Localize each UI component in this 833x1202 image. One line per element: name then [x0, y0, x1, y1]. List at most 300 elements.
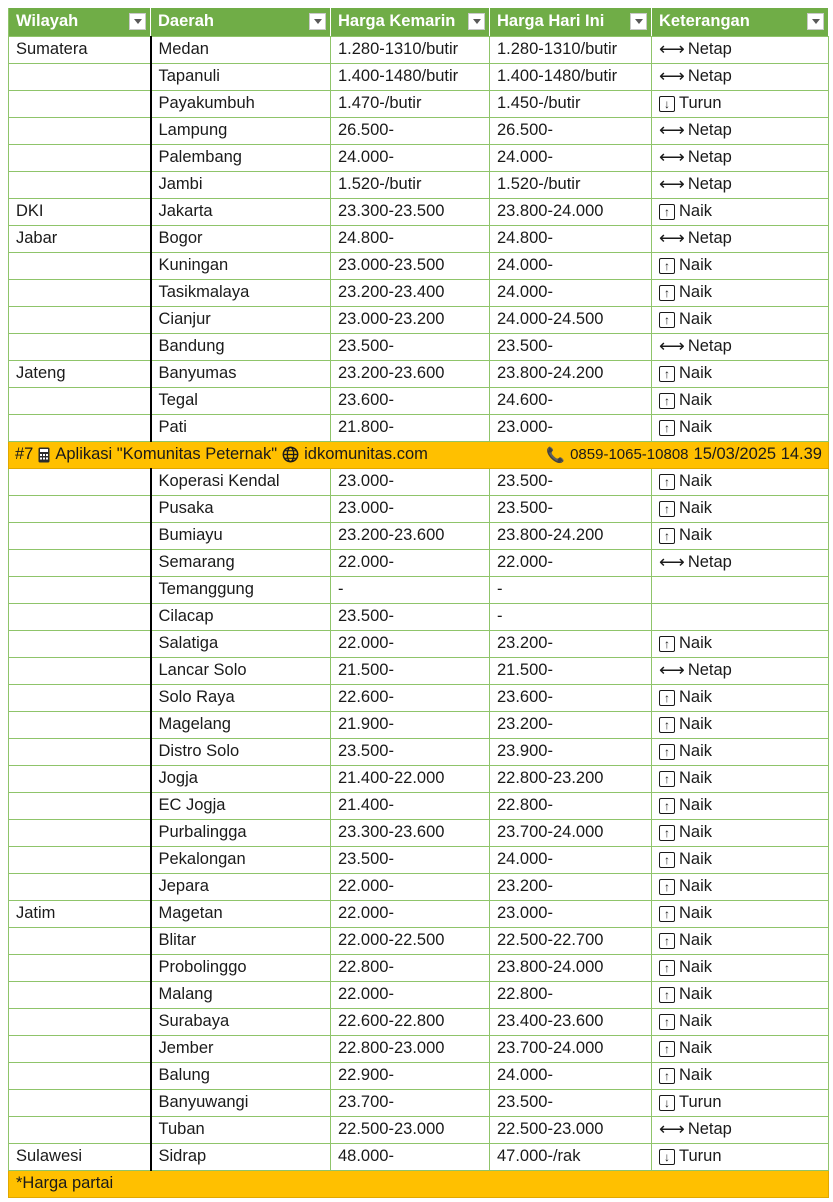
status-label: Naik — [679, 634, 713, 653]
daerah-cell[interactable]: Bumiayu — [151, 522, 331, 549]
harga-hari-ini-cell[interactable]: 22.800-23.200 — [490, 765, 652, 792]
status-label: Naik — [679, 796, 713, 815]
wilayah-cell[interactable] — [9, 144, 151, 171]
up-arrow-box-icon: ↑ — [659, 312, 675, 328]
up-arrow-box-icon: ↑ — [659, 771, 675, 787]
keterangan-cell[interactable] — [652, 1035, 829, 1062]
status-indicator — [659, 1119, 732, 1140]
keterangan-cell[interactable] — [652, 846, 829, 873]
up-arrow-box-icon: ↑ — [659, 879, 675, 895]
keterangan-cell[interactable] — [652, 387, 829, 414]
harga-kemarin-cell[interactable]: 23.500- — [331, 333, 490, 360]
harga-hari-ini-cell[interactable]: 23.800-24.200 — [490, 522, 652, 549]
status-indicator — [659, 1012, 712, 1031]
filter-dropdown-icon[interactable] — [630, 13, 647, 30]
header-label: Daerah — [158, 12, 214, 31]
keterangan-cell[interactable] — [652, 765, 829, 792]
up-arrow-box-icon: ↑ — [659, 420, 675, 436]
harga-kemarin-cell[interactable]: 22.600- — [331, 684, 490, 711]
daerah-cell[interactable]: Salatiga — [151, 630, 331, 657]
harga-kemarin-cell[interactable]: 23.500- — [331, 603, 490, 630]
daerah-cell[interactable]: Probolinggo — [151, 954, 331, 981]
table-row — [9, 981, 829, 1008]
status-label: Naik — [679, 742, 713, 761]
harga-kemarin-cell[interactable]: 23.000- — [331, 468, 490, 495]
status-label: Naik — [679, 931, 713, 950]
keterangan-cell[interactable] — [652, 1116, 829, 1143]
harga-kemarin-cell[interactable]: 26.500- — [331, 117, 490, 144]
harga-kemarin-cell[interactable]: 22.000- — [331, 981, 490, 1008]
wilayah-cell[interactable] — [9, 117, 151, 144]
keterangan-cell[interactable] — [652, 63, 829, 90]
filter-dropdown-icon[interactable] — [309, 13, 326, 30]
wilayah-cell[interactable] — [9, 90, 151, 117]
harga-kemarin-cell[interactable]: 23.000- — [331, 495, 490, 522]
wilayah-cell[interactable] — [9, 333, 151, 360]
keterangan-cell[interactable] — [652, 360, 829, 387]
wilayah-cell[interactable]: Sumatera — [9, 36, 151, 63]
wilayah-cell[interactable] — [9, 468, 151, 495]
wilayah-cell[interactable] — [9, 819, 151, 846]
left-right-arrow-icon: ⟷ — [659, 39, 684, 59]
status-indicator — [659, 904, 712, 923]
keterangan-cell[interactable] — [652, 144, 829, 171]
daerah-cell[interactable]: Malang — [151, 981, 331, 1008]
harga-hari-ini-cell[interactable]: 24.000- — [490, 846, 652, 873]
status-label: Naik — [679, 364, 713, 383]
harga-kemarin-cell[interactable]: 23.000-23.200 — [331, 306, 490, 333]
harga-kemarin-cell[interactable]: 23.600- — [331, 387, 490, 414]
harga-kemarin-cell[interactable]: 23.200-23.600 — [331, 360, 490, 387]
promo-phone[interactable]: 0859-1065-10808 — [570, 446, 689, 463]
harga-kemarin-cell[interactable]: 21.900- — [331, 711, 490, 738]
daerah-cell[interactable]: Pati — [151, 414, 331, 441]
table-body-bottom — [9, 468, 829, 1170]
status-indicator — [659, 526, 712, 545]
up-arrow-box-icon: ↑ — [659, 798, 675, 814]
harga-kemarin-cell[interactable]: 1.400-1480/butir — [331, 63, 490, 90]
filter-dropdown-icon[interactable] — [129, 13, 146, 30]
keterangan-cell[interactable] — [652, 198, 829, 225]
wilayah-cell[interactable] — [9, 873, 151, 900]
keterangan-cell[interactable] — [652, 117, 829, 144]
status-indicator — [659, 931, 712, 950]
phone-icon: 📞 — [546, 446, 566, 464]
harga-hari-ini-cell[interactable]: 23.500- — [490, 468, 652, 495]
table-row — [9, 144, 829, 171]
harga-hari-ini-cell[interactable]: 23.800-24.000 — [490, 954, 652, 981]
daerah-cell[interactable]: Palembang — [151, 144, 331, 171]
harga-kemarin-cell[interactable]: 23.500- — [331, 738, 490, 765]
keterangan-cell[interactable] — [652, 954, 829, 981]
harga-kemarin-cell[interactable]: 23.300-23.500 — [331, 198, 490, 225]
daerah-cell[interactable]: Tuban — [151, 1116, 331, 1143]
daerah-cell[interactable]: Jambi — [151, 171, 331, 198]
keterangan-cell[interactable] — [652, 711, 829, 738]
status-label: Naik — [679, 1039, 713, 1058]
wilayah-cell[interactable] — [9, 981, 151, 1008]
harga-hari-ini-cell[interactable]: 23.500- — [490, 495, 652, 522]
harga-hari-ini-cell[interactable]: 24.000- — [490, 279, 652, 306]
wilayah-cell[interactable] — [9, 792, 151, 819]
up-arrow-box-icon: ↑ — [659, 744, 675, 760]
status-label: Naik — [679, 823, 713, 842]
keterangan-cell[interactable] — [652, 819, 829, 846]
up-arrow-box-icon: ↑ — [659, 717, 675, 733]
keterangan-cell[interactable] — [652, 468, 829, 495]
daerah-cell[interactable]: Kuningan — [151, 252, 331, 279]
daerah-cell[interactable]: Bandung — [151, 333, 331, 360]
harga-hari-ini-cell[interactable]: 23.200- — [490, 630, 652, 657]
status-indicator — [659, 552, 732, 573]
table-row — [9, 900, 829, 927]
daerah-cell[interactable]: EC Jogja — [151, 792, 331, 819]
harga-hari-ini-cell[interactable]: 26.500- — [490, 117, 652, 144]
harga-hari-ini-cell[interactable]: 1.450-/butir — [490, 90, 652, 117]
harga-kemarin-cell[interactable]: 1.280-1310/butir — [331, 36, 490, 63]
status-indicator — [659, 391, 712, 410]
status-label: Netap — [687, 553, 732, 571]
harga-hari-ini-cell[interactable]: 22.800- — [490, 981, 652, 1008]
keterangan-cell[interactable] — [652, 603, 829, 630]
wilayah-cell[interactable] — [9, 171, 151, 198]
status-label: Naik — [679, 283, 713, 302]
wilayah-cell[interactable]: Jateng — [9, 360, 151, 387]
harga-kemarin-cell[interactable]: 22.800-23.000 — [331, 1035, 490, 1062]
status-label: Naik — [679, 715, 713, 734]
daerah-cell[interactable]: Banyumas — [151, 360, 331, 387]
keterangan-cell[interactable] — [652, 684, 829, 711]
left-right-arrow-icon: ⟷ — [659, 120, 684, 140]
keterangan-cell[interactable] — [652, 333, 829, 360]
header-label: Harga Hari Ini — [497, 12, 605, 31]
harga-kemarin-cell[interactable]: 1.520-/butir — [331, 171, 490, 198]
keterangan-cell[interactable] — [652, 252, 829, 279]
harga-hari-ini-cell[interactable]: 24.000- — [490, 144, 652, 171]
wilayah-cell[interactable] — [9, 684, 151, 711]
keterangan-cell[interactable] — [652, 792, 829, 819]
daerah-cell[interactable]: Tasikmalaya — [151, 279, 331, 306]
keterangan-cell[interactable] — [652, 873, 829, 900]
filter-dropdown-icon[interactable] — [468, 13, 485, 30]
harga-hari-ini-cell[interactable]: 47.000-/rak — [490, 1143, 652, 1170]
wilayah-cell[interactable] — [9, 414, 151, 441]
wilayah-cell[interactable] — [9, 711, 151, 738]
status-indicator — [659, 174, 732, 195]
wilayah-cell[interactable] — [9, 954, 151, 981]
harga-kemarin-cell[interactable]: 22.800- — [331, 954, 490, 981]
header-label: Keterangan — [659, 12, 750, 31]
status-label: Naik — [679, 526, 713, 545]
harga-hari-ini-cell[interactable]: 23.400-23.600 — [490, 1008, 652, 1035]
keterangan-cell[interactable] — [652, 306, 829, 333]
daerah-cell[interactable]: Jember — [151, 1035, 331, 1062]
promo-website-link[interactable]: idkomunitas.com — [304, 445, 428, 463]
table-row — [9, 1116, 829, 1143]
wilayah-cell[interactable] — [9, 387, 151, 414]
table-row — [9, 711, 829, 738]
daerah-cell[interactable]: Payakumbuh — [151, 90, 331, 117]
keterangan-cell[interactable] — [652, 576, 829, 603]
header-daerah — [151, 8, 331, 36]
daerah-cell[interactable]: Temanggung — [151, 576, 331, 603]
wilayah-cell[interactable] — [9, 279, 151, 306]
table-row — [9, 306, 829, 333]
harga-kemarin-cell[interactable]: 23.200-23.600 — [331, 522, 490, 549]
wilayah-cell[interactable] — [9, 495, 151, 522]
keterangan-cell[interactable] — [652, 549, 829, 576]
wilayah-cell[interactable]: Jatim — [9, 900, 151, 927]
harga-kemarin-cell[interactable]: 22.900- — [331, 1062, 490, 1089]
harga-kemarin-cell[interactable]: 21.400- — [331, 792, 490, 819]
daerah-cell[interactable]: Purbalingga — [151, 819, 331, 846]
status-label: Netap — [687, 337, 732, 355]
calculator-icon — [38, 447, 50, 463]
harga-hari-ini-cell[interactable]: 22.000- — [490, 549, 652, 576]
keterangan-cell[interactable] — [652, 522, 829, 549]
keterangan-cell[interactable] — [652, 279, 829, 306]
harga-hari-ini-cell[interactable]: - — [490, 576, 652, 603]
wilayah-cell[interactable] — [9, 846, 151, 873]
harga-hari-ini-cell[interactable]: 22.800- — [490, 792, 652, 819]
keterangan-cell[interactable] — [652, 1143, 829, 1170]
keterangan-cell[interactable] — [652, 495, 829, 522]
harga-kemarin-cell[interactable]: - — [331, 576, 490, 603]
left-right-arrow-icon: ⟷ — [659, 336, 684, 356]
wilayah-cell[interactable] — [9, 765, 151, 792]
up-arrow-box-icon: ↑ — [659, 933, 675, 949]
keterangan-cell[interactable] — [652, 225, 829, 252]
daerah-cell[interactable]: Pusaka — [151, 495, 331, 522]
wilayah-cell[interactable]: Sulawesi — [9, 1143, 151, 1170]
status-indicator — [659, 66, 732, 87]
daerah-cell[interactable]: Bogor — [151, 225, 331, 252]
wilayah-cell[interactable] — [9, 576, 151, 603]
daerah-cell[interactable]: Semarang — [151, 549, 331, 576]
up-arrow-box-icon: ↑ — [659, 258, 675, 274]
header-harga-kemarin — [331, 8, 490, 36]
status-indicator — [659, 147, 732, 168]
harga-kemarin-cell[interactable]: 24.000- — [331, 144, 490, 171]
harga-kemarin-cell[interactable]: 22.000- — [331, 630, 490, 657]
daerah-cell[interactable]: Surabaya — [151, 1008, 331, 1035]
daerah-cell[interactable]: Medan — [151, 36, 331, 63]
up-arrow-box-icon: ↑ — [659, 825, 675, 841]
harga-hari-ini-cell[interactable]: 23.700-24.000 — [490, 1035, 652, 1062]
status-label: Naik — [679, 877, 713, 896]
daerah-cell[interactable]: Pekalongan — [151, 846, 331, 873]
wilayah-cell[interactable] — [9, 630, 151, 657]
harga-hari-ini-cell[interactable]: 23.700-24.000 — [490, 819, 652, 846]
harga-kemarin-cell[interactable]: 48.000- — [331, 1143, 490, 1170]
wilayah-cell[interactable] — [9, 252, 151, 279]
harga-kemarin-cell[interactable]: 1.470-/butir — [331, 90, 490, 117]
harga-hari-ini-cell[interactable]: 24.800- — [490, 225, 652, 252]
wilayah-cell[interactable] — [9, 306, 151, 333]
keterangan-cell[interactable] — [652, 981, 829, 1008]
keterangan-cell[interactable] — [652, 1008, 829, 1035]
harga-kemarin-cell[interactable]: 23.000-23.500 — [331, 252, 490, 279]
daerah-cell[interactable]: Tegal — [151, 387, 331, 414]
table-row — [9, 414, 829, 441]
status-label: Naik — [679, 1012, 713, 1031]
up-arrow-box-icon: ↑ — [659, 852, 675, 868]
daerah-cell[interactable]: Sidrap — [151, 1143, 331, 1170]
harga-hari-ini-cell[interactable]: - — [490, 603, 652, 630]
keterangan-cell[interactable] — [652, 36, 829, 63]
harga-hari-ini-cell[interactable]: 23.000- — [490, 900, 652, 927]
daerah-cell[interactable]: Solo Raya — [151, 684, 331, 711]
wilayah-cell[interactable] — [9, 738, 151, 765]
table-row — [9, 576, 829, 603]
harga-hari-ini-cell[interactable]: 22.500-22.700 — [490, 927, 652, 954]
wilayah-cell[interactable]: Jabar — [9, 225, 151, 252]
wilayah-cell[interactable] — [9, 1035, 151, 1062]
daerah-cell[interactable]: Banyuwangi — [151, 1089, 331, 1116]
table-row — [9, 1062, 829, 1089]
daerah-cell[interactable]: Cianjur — [151, 306, 331, 333]
keterangan-cell[interactable] — [652, 927, 829, 954]
harga-kemarin-cell[interactable]: 24.800- — [331, 225, 490, 252]
left-right-arrow-icon: ⟷ — [659, 1119, 684, 1139]
table-row — [9, 333, 829, 360]
promo-datetime: 15/03/2025 14.39 — [693, 445, 822, 463]
table-row — [9, 657, 829, 684]
harga-kemarin-cell[interactable]: 22.000- — [331, 549, 490, 576]
table-row — [9, 495, 829, 522]
table-row — [9, 468, 829, 495]
daerah-cell[interactable]: Lampung — [151, 117, 331, 144]
keterangan-cell[interactable] — [652, 1062, 829, 1089]
harga-kemarin-cell[interactable]: 23.500- — [331, 846, 490, 873]
harga-hari-ini-cell[interactable]: 23.900- — [490, 738, 652, 765]
harga-kemarin-cell[interactable]: 21.400-22.000 — [331, 765, 490, 792]
status-indicator — [659, 877, 712, 896]
table-row — [9, 360, 829, 387]
wilayah-cell[interactable] — [9, 1008, 151, 1035]
harga-kemarin-cell[interactable]: 22.000- — [331, 900, 490, 927]
status-label: Netap — [687, 1120, 732, 1138]
harga-kemarin-cell[interactable]: 22.600-22.800 — [331, 1008, 490, 1035]
left-right-arrow-icon: ⟷ — [659, 660, 684, 680]
keterangan-cell[interactable] — [652, 171, 829, 198]
daerah-cell[interactable]: Magetan — [151, 900, 331, 927]
harga-kemarin-cell[interactable]: 21.800- — [331, 414, 490, 441]
harga-hari-ini-cell[interactable]: 23.600- — [490, 684, 652, 711]
daerah-cell[interactable]: Cilacap — [151, 603, 331, 630]
keterangan-cell[interactable] — [652, 900, 829, 927]
harga-kemarin-cell[interactable]: 23.200-23.400 — [331, 279, 490, 306]
status-indicator — [659, 418, 712, 437]
harga-hari-ini-cell[interactable]: 24.000-24.500 — [490, 306, 652, 333]
harga-kemarin-cell[interactable]: 23.700- — [331, 1089, 490, 1116]
daerah-cell[interactable]: Balung — [151, 1062, 331, 1089]
harga-hari-ini-cell[interactable]: 21.500- — [490, 657, 652, 684]
up-arrow-box-icon: ↑ — [659, 393, 675, 409]
harga-kemarin-cell[interactable]: 21.500- — [331, 657, 490, 684]
harga-hari-ini-cell[interactable]: 22.500-23.000 — [490, 1116, 652, 1143]
daerah-cell[interactable]: Magelang — [151, 711, 331, 738]
harga-hari-ini-cell[interactable]: 23.500- — [490, 1089, 652, 1116]
status-indicator — [659, 769, 712, 788]
wilayah-cell[interactable] — [9, 522, 151, 549]
keterangan-cell[interactable] — [652, 90, 829, 117]
table-row — [9, 522, 829, 549]
status-indicator — [659, 1093, 722, 1112]
daerah-cell[interactable]: Lancar Solo — [151, 657, 331, 684]
keterangan-cell[interactable] — [652, 630, 829, 657]
wilayah-cell[interactable] — [9, 1116, 151, 1143]
keterangan-cell[interactable] — [652, 414, 829, 441]
wilayah-cell[interactable] — [9, 657, 151, 684]
harga-hari-ini-cell[interactable]: 1.280-1310/butir — [490, 36, 652, 63]
daerah-cell[interactable]: Tapanuli — [151, 63, 331, 90]
harga-kemarin-cell[interactable]: 22.500-23.000 — [331, 1116, 490, 1143]
table-row — [9, 819, 829, 846]
harga-hari-ini-cell[interactable]: 24.000- — [490, 1062, 652, 1089]
table-row — [9, 954, 829, 981]
keterangan-cell[interactable] — [652, 1089, 829, 1116]
harga-hari-ini-cell[interactable]: 23.800-24.000 — [490, 198, 652, 225]
wilayah-cell[interactable] — [9, 1062, 151, 1089]
harga-hari-ini-cell[interactable]: 23.500- — [490, 333, 652, 360]
harga-hari-ini-cell[interactable]: 23.800-24.200 — [490, 360, 652, 387]
keterangan-cell[interactable] — [652, 657, 829, 684]
harga-hari-ini-cell[interactable]: 1.520-/butir — [490, 171, 652, 198]
filter-dropdown-icon[interactable] — [807, 13, 824, 30]
harga-kemarin-cell[interactable]: 22.000- — [331, 873, 490, 900]
status-indicator — [659, 94, 722, 113]
wilayah-cell[interactable] — [9, 549, 151, 576]
harga-hari-ini-cell[interactable]: 24.600- — [490, 387, 652, 414]
harga-kemarin-cell[interactable]: 22.000-22.500 — [331, 927, 490, 954]
status-label: Turun — [679, 1093, 722, 1112]
daerah-cell[interactable]: Koperasi Kendal — [151, 468, 331, 495]
left-right-arrow-icon: ⟷ — [659, 174, 684, 194]
table-row — [9, 252, 829, 279]
wilayah-cell[interactable] — [9, 63, 151, 90]
table-row — [9, 387, 829, 414]
wilayah-cell[interactable] — [9, 1089, 151, 1116]
header-row — [9, 8, 829, 36]
wilayah-cell[interactable] — [9, 927, 151, 954]
daerah-cell[interactable]: Blitar — [151, 927, 331, 954]
promo-tag: #7 — [15, 445, 34, 463]
daerah-cell[interactable]: Jepara — [151, 873, 331, 900]
status-indicator — [659, 310, 712, 329]
harga-kemarin-cell[interactable]: 23.300-23.600 — [331, 819, 490, 846]
wilayah-cell[interactable]: DKI — [9, 198, 151, 225]
harga-hari-ini-cell[interactable]: 24.000- — [490, 252, 652, 279]
keterangan-cell[interactable] — [652, 738, 829, 765]
status-indicator — [659, 1147, 722, 1166]
harga-hari-ini-cell[interactable]: 23.000- — [490, 414, 652, 441]
table-row — [9, 630, 829, 657]
wilayah-cell[interactable] — [9, 603, 151, 630]
daerah-cell[interactable]: Jakarta — [151, 198, 331, 225]
daerah-cell[interactable]: Distro Solo — [151, 738, 331, 765]
table-row — [9, 1035, 829, 1062]
promo-app-text: Aplikasi "Komunitas Peternak" — [55, 445, 278, 463]
harga-hari-ini-cell[interactable]: 1.400-1480/butir — [490, 63, 652, 90]
table-row — [9, 1143, 829, 1170]
harga-hari-ini-cell[interactable]: 23.200- — [490, 711, 652, 738]
harga-hari-ini-cell[interactable]: 23.200- — [490, 873, 652, 900]
left-right-arrow-icon: ⟷ — [659, 66, 684, 86]
table-row — [9, 225, 829, 252]
daerah-cell[interactable]: Jogja — [151, 765, 331, 792]
status-indicator — [659, 823, 712, 842]
